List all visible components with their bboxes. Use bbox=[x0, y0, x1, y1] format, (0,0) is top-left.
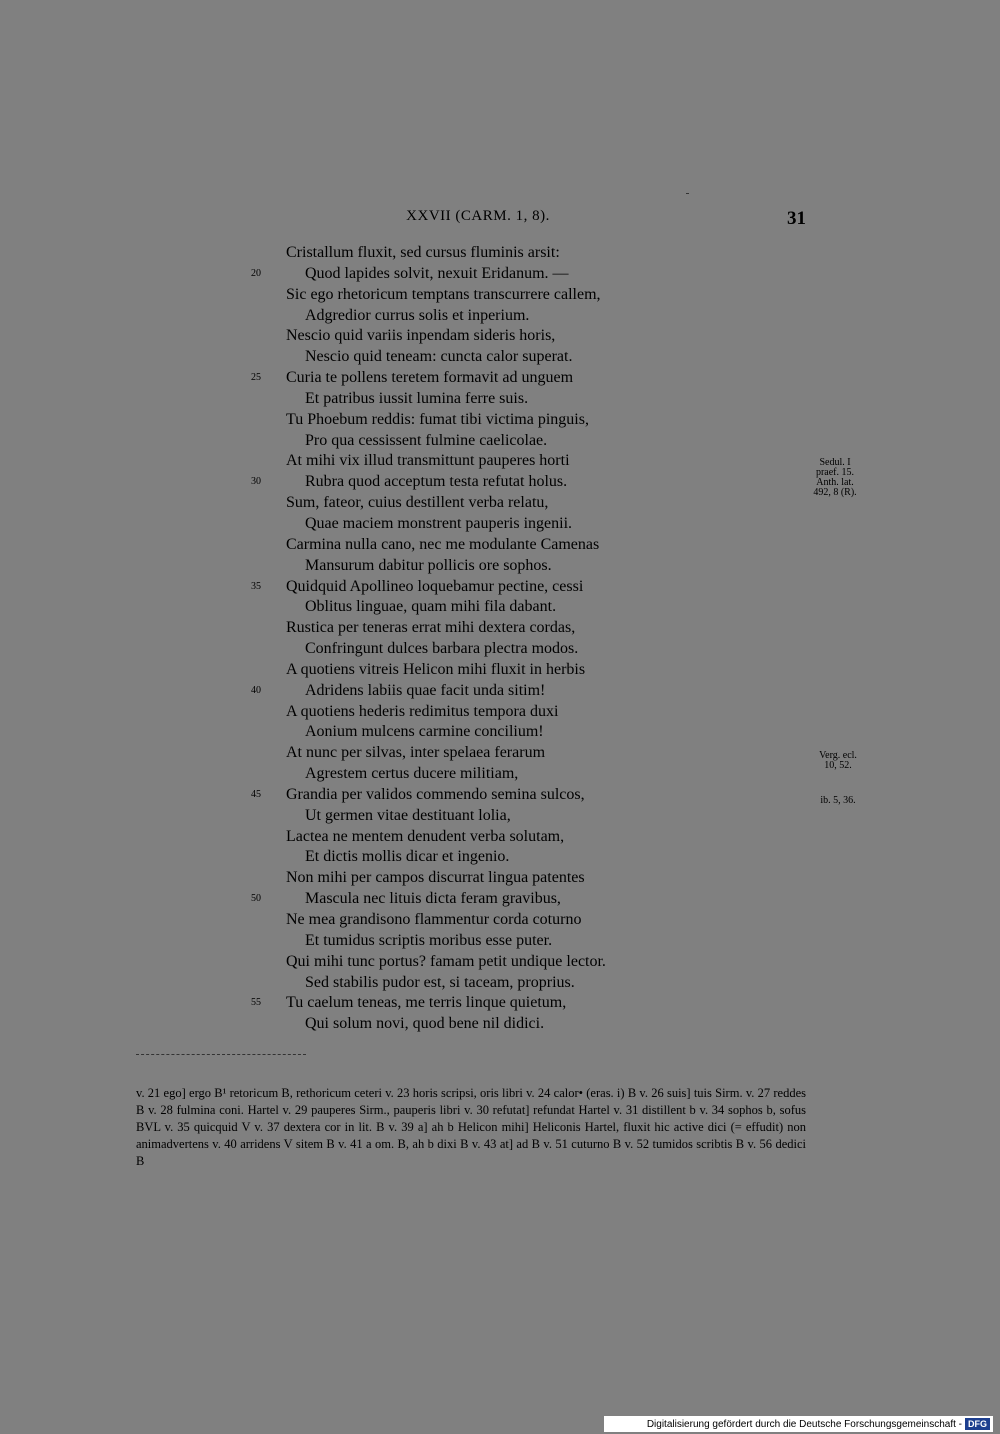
verse-text: Quod lapides solvit, nexuit Eridanum. — bbox=[305, 264, 569, 282]
verse-text: Rustica per teneras errat mihi dextera cordas, bbox=[286, 619, 576, 637]
verse-line bbox=[0, 410, 1000, 431]
line-number: 40 bbox=[251, 684, 261, 696]
verse-text: Rubra quod acceptum testa refutat holus. bbox=[305, 473, 568, 491]
line-number: 20 bbox=[251, 267, 261, 279]
verse-text: Mascula nec lituis dicta feram gravibus, bbox=[305, 890, 561, 908]
verse-text: Ne mea grandisono flammentur corda coturno bbox=[286, 911, 582, 928]
verse-line bbox=[0, 827, 1000, 848]
verse-line bbox=[0, 681, 1000, 702]
verse-text: Pro qua cessissent fulmine caelicolae. bbox=[305, 431, 548, 449]
marginal-line: Verg. ecl. bbox=[819, 750, 857, 761]
verse-line bbox=[0, 639, 1000, 660]
verse-text: A quotiens vitreis Helicon mihi fluxit in herbis bbox=[286, 660, 586, 678]
verse-line bbox=[0, 264, 1000, 285]
critical-apparatus bbox=[136, 1085, 806, 1170]
verse-text: Cristallum fluxit, sed cursus fluminis arsit: bbox=[286, 244, 560, 261]
verse-line bbox=[0, 910, 1000, 931]
footer-credit-text: Digitalisierung gefördert durch die Deutsche Forschungsgemeinschaft - bbox=[646, 1418, 962, 1430]
running-title: XXVII (CARM. 1, 8). bbox=[406, 208, 550, 224]
line-number: 35 bbox=[251, 580, 261, 592]
marginal-line: Sedul. I bbox=[819, 457, 851, 468]
verse-line bbox=[0, 535, 1000, 556]
verse-line bbox=[0, 618, 1000, 639]
verse-text: Et tumidus scriptis moribus esse puter. bbox=[305, 931, 553, 949]
verse-line bbox=[0, 514, 1000, 535]
line-number: 30 bbox=[251, 476, 261, 488]
verse-line bbox=[0, 868, 1000, 889]
verse-text: At nunc per silvas, inter spelaea ferarum bbox=[286, 744, 546, 762]
marginal-reference-sedul bbox=[808, 458, 862, 498]
verse-line bbox=[0, 847, 1000, 868]
verse-text: Oblitus linguae, quam mihi fila dabant. bbox=[305, 598, 557, 616]
page-number: 31 bbox=[787, 208, 806, 229]
verse-line bbox=[0, 326, 1000, 347]
verse-line bbox=[0, 973, 1000, 994]
verse-text: Aonium mulcens carmine concilium! bbox=[305, 723, 544, 741]
marginal-line: praef. 15. bbox=[815, 467, 855, 478]
verse-line bbox=[0, 243, 1000, 264]
verse-line bbox=[0, 431, 1000, 452]
verse-text: Tu caelum teneas, me terris linque quietum, bbox=[286, 994, 567, 1012]
marginal-line: 492, 8 (R). bbox=[813, 487, 857, 498]
verse-text: Sed stabilis pudor est, si taceam, proprius. bbox=[305, 973, 575, 991]
verse-text: A quotiens hederis redimitus tempora duxi bbox=[286, 702, 559, 720]
marginal-reference-verg bbox=[808, 751, 868, 771]
verse-line bbox=[0, 952, 1000, 973]
verse-text: Qui mihi tunc portus? famam petit undique lector. bbox=[286, 952, 606, 970]
line-number: 45 bbox=[251, 788, 261, 800]
footnote-separator bbox=[136, 1054, 306, 1056]
verse-text: Tu Phoebum reddis: fumat tibi victima pinguis, bbox=[286, 410, 589, 428]
footer-credit-bar bbox=[604, 1416, 993, 1432]
verse-line bbox=[0, 556, 1000, 577]
verse-text: Carmina nulla cano, nec me modulante Camenas bbox=[286, 535, 600, 553]
marginal-line: ib. 5, 36. bbox=[820, 795, 856, 806]
verse-line bbox=[0, 577, 1000, 598]
verse-text: Grandia per validos commendo semina sulcos, bbox=[286, 785, 585, 803]
verse-text: Sum, fateor, cuius destillent verba relatu, bbox=[286, 494, 549, 512]
verse-text: At mihi vix illud transmittunt pauperes horti bbox=[286, 452, 570, 470]
verse-text: Adgredior currus solis et inperium. bbox=[305, 306, 530, 324]
verse-text: Et dictis mollis dicar et ingenio. bbox=[305, 848, 510, 866]
verse-line bbox=[0, 660, 1000, 681]
verse-line bbox=[0, 368, 1000, 389]
marginal-reference-ib bbox=[808, 796, 868, 806]
verse-text: Ut germen vitae destituant lolia, bbox=[305, 806, 511, 824]
verse-line bbox=[0, 889, 1000, 910]
verse-text: Quidquid Apollineo loquebamur pectine, cessi bbox=[286, 577, 584, 595]
verse-text: Curia te pollens teretem formavit ad unguem bbox=[286, 369, 574, 387]
verse-line bbox=[0, 993, 1000, 1014]
verse-text: Non mihi per campos discurrat lingua patentes bbox=[286, 869, 585, 887]
verse-line bbox=[0, 389, 1000, 410]
verse-text: Lactea ne mentem denudent verba solutam, bbox=[286, 827, 565, 845]
verse-line bbox=[0, 702, 1000, 723]
verse-line bbox=[0, 285, 1000, 306]
verse-text: Qui solum novi, quod bene nil didici. bbox=[305, 1015, 545, 1033]
marginal-line: Anth. lat. bbox=[816, 477, 854, 488]
verse-text: Quae maciem monstrent pauperis ingenii. bbox=[305, 514, 573, 532]
verse-text: Adridens labiis quae facit unda sitim! bbox=[305, 681, 546, 699]
line-number: 25 bbox=[251, 372, 261, 384]
verse-line bbox=[0, 806, 1000, 827]
poem-text bbox=[0, 243, 1000, 1035]
verse-text: Nescio quid variis inpendam sideris horis, bbox=[286, 327, 556, 345]
verse-line bbox=[0, 347, 1000, 368]
verse-text: Agrestem certus ducere militiam, bbox=[305, 765, 519, 783]
scan-mark bbox=[686, 193, 689, 194]
verse-line bbox=[0, 722, 1000, 743]
verse-line bbox=[0, 306, 1000, 327]
verse-text: Confringunt dulces barbara plectra modos. bbox=[305, 640, 579, 658]
line-number: 55 bbox=[251, 997, 261, 1009]
verse-line bbox=[0, 931, 1000, 952]
apparatus-text: v. 21 ego] ergo B¹ retoricum B, rethoricum ceteri v. 23 horis scripsi, oris libri v. 24 calor• (eras. i) B v. 26 suis] tuis Sirm. v. 27 reddes B v. 28 fulmina coni. Hartel v. 29 pauperes Sirm., pauperis libri v. 30 refutat] refundat Hartel v. 31 distillent b v. 34 sophos b, sofus BVL v. 35 quicquid V v. 37 dextera cor in lit. B v. 39 a] ah b Helicon mihi] Heliconis Hartel, fluxit hic active dici (= effudit) non animadvertens v. 40 arridens V sitem B v. 41 a om. B, ah b dixi B v. 43 at] ad B v. 51 cuturno B v. 52 tumidos scribtis B v. 56 dedici B bbox=[136, 1086, 806, 1168]
marginal-line: 10, 52. bbox=[824, 760, 852, 771]
verse-text: Sic ego rhetoricum temptans transcurrere callem, bbox=[286, 285, 601, 303]
verse-line bbox=[0, 597, 1000, 618]
verse-text: Nescio quid teneam: cuncta calor superat. bbox=[305, 348, 573, 366]
verse-line bbox=[0, 1014, 1000, 1035]
verse-text: Mansurum dabitur pollicis ore sophos. bbox=[305, 556, 552, 574]
dfg-logo: DFG bbox=[965, 1418, 990, 1430]
line-number: 50 bbox=[251, 893, 261, 905]
verse-text: Et patribus iussit lumina ferre suis. bbox=[305, 389, 529, 407]
